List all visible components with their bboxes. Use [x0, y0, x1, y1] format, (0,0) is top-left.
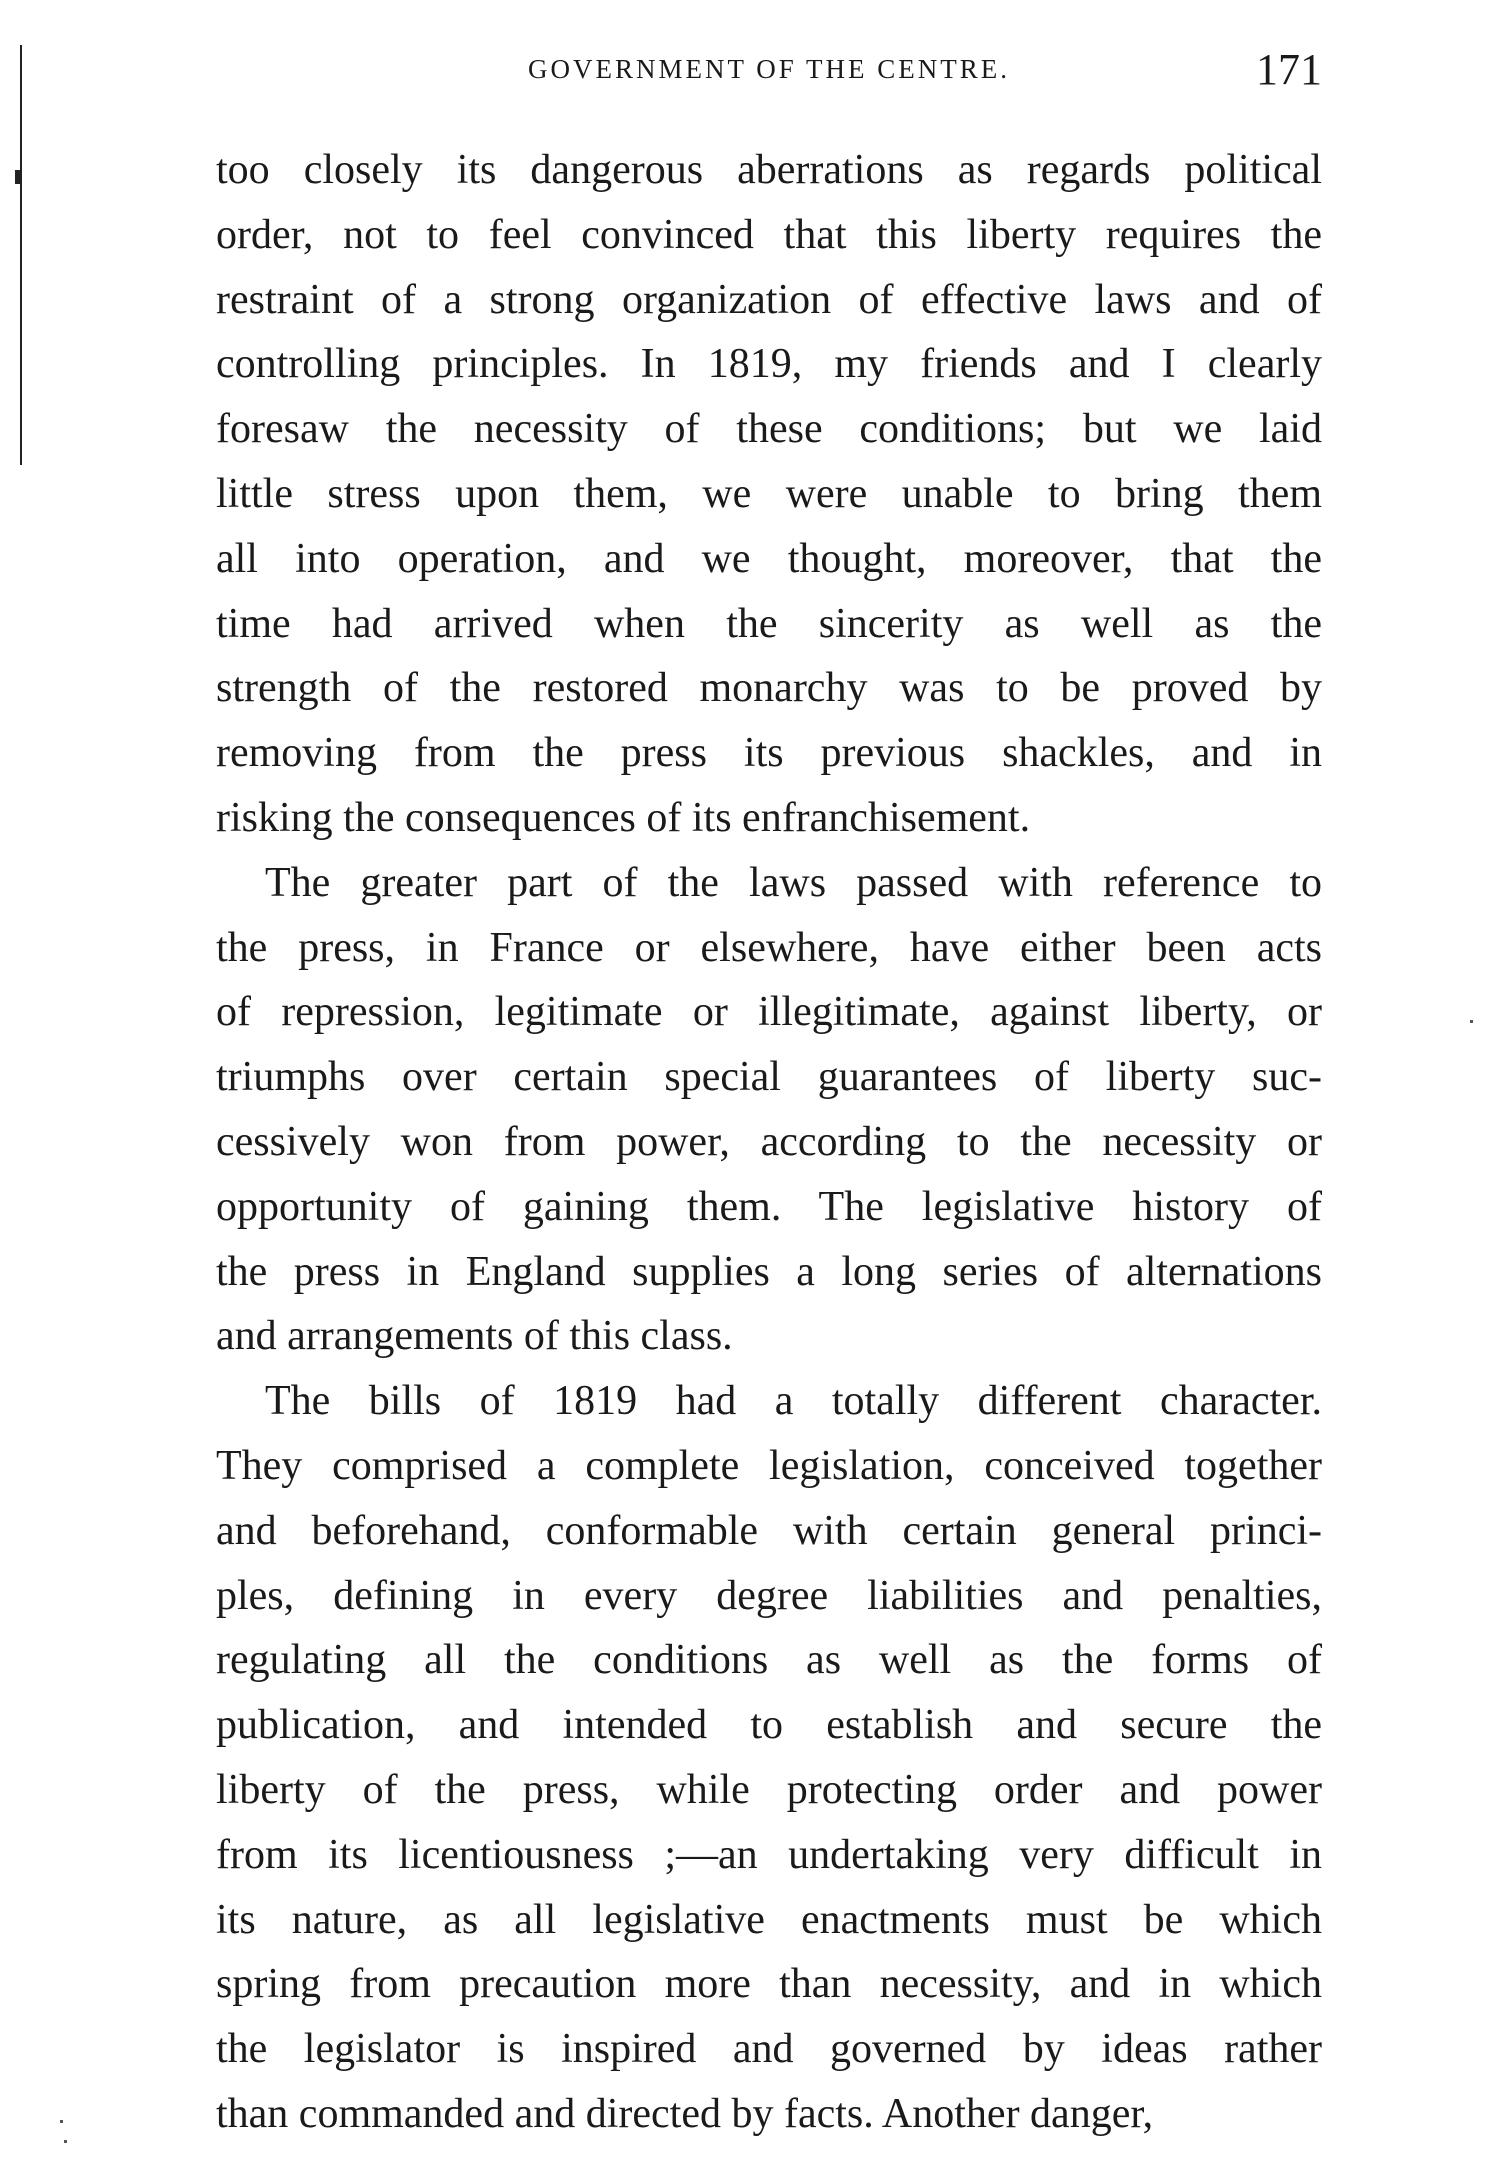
text-line: the press, in France or elsewhere, have either been acts: [216, 924, 1322, 971]
text-line: time had arrived when the sincerity as well as the: [216, 600, 1322, 647]
text-line: controlling principles. In 1819, my friends and I clearly: [216, 341, 1322, 388]
text-line: strength of the restored monarchy was to be proved by: [216, 665, 1322, 712]
scan-speck: [64, 2140, 67, 2143]
running-title: GOVERNMENT OF THE CENTRE.: [527, 54, 1010, 84]
page-number: 171: [1256, 45, 1322, 94]
text-line: its nature, as all legislative enactments must be which: [216, 1896, 1322, 1943]
scan-speck: [60, 2120, 63, 2123]
text-line: triumphs over certain special guarantees of liberty suc-: [216, 1054, 1322, 1101]
text-line: ples, defining in every degree liabilities and penalties,: [216, 1572, 1322, 1619]
text-line: cessively won from power, according to the necessity or: [216, 1118, 1322, 1165]
text-line: than commanded and directed by facts. Another danger,: [216, 2090, 1154, 2137]
text-line: of repression, legitimate or illegitimate, against liberty, or: [216, 989, 1322, 1036]
text-line: order, not to feel convinced that this liberty requires the: [216, 211, 1322, 258]
text-line: the legislator is inspired and governed by ideas rather: [216, 2026, 1322, 2073]
text-line: They comprised a complete legislation, conceived together: [216, 1442, 1322, 1489]
text-line: all into operation, and we thought, moreover, that the: [216, 535, 1322, 582]
text-line: The bills of 1819 had a totally different character.: [265, 1378, 1322, 1425]
text-line: and arrangements of this class.: [216, 1313, 733, 1360]
text-line: restraint of a strong organization of effective laws and of: [216, 276, 1322, 323]
text-line: spring from precaution more than necessity, and in which: [216, 1961, 1322, 2008]
text-line: liberty of the press, while protecting order and power: [216, 1766, 1322, 1813]
text-line: too closely its dangerous aberrations as regards political: [216, 147, 1322, 193]
text-line: risking the consequences of its enfranchisement.: [216, 794, 1031, 841]
scan-edge-mark: [15, 170, 22, 184]
text-line: publication, and intended to establish and secure the: [216, 1702, 1322, 1749]
text-line: the press in England supplies a long series of alternations: [216, 1248, 1322, 1295]
body-text: [216, 138, 1322, 2147]
text-line: from its licentiousness ;—an undertaking very difficult in: [216, 1831, 1322, 1878]
text-line: removing from the press its previous shackles, and in: [216, 730, 1322, 777]
page-header: [216, 44, 1322, 94]
text-line: The greater part of the laws passed with reference to: [265, 859, 1322, 906]
scan-edge-line: [20, 45, 22, 465]
text-line: little stress upon them, we were unable to bring them: [216, 470, 1322, 517]
text-line: opportunity of gaining them. The legislative history of: [216, 1183, 1322, 1230]
text-line: foresaw the necessity of these conditions; but we laid: [216, 406, 1322, 453]
text-line: and beforehand, conformable with certain general princi-: [216, 1507, 1322, 1554]
scan-speck: [1470, 1020, 1473, 1023]
text-line: regulating all the conditions as well as the forms of: [216, 1637, 1322, 1684]
